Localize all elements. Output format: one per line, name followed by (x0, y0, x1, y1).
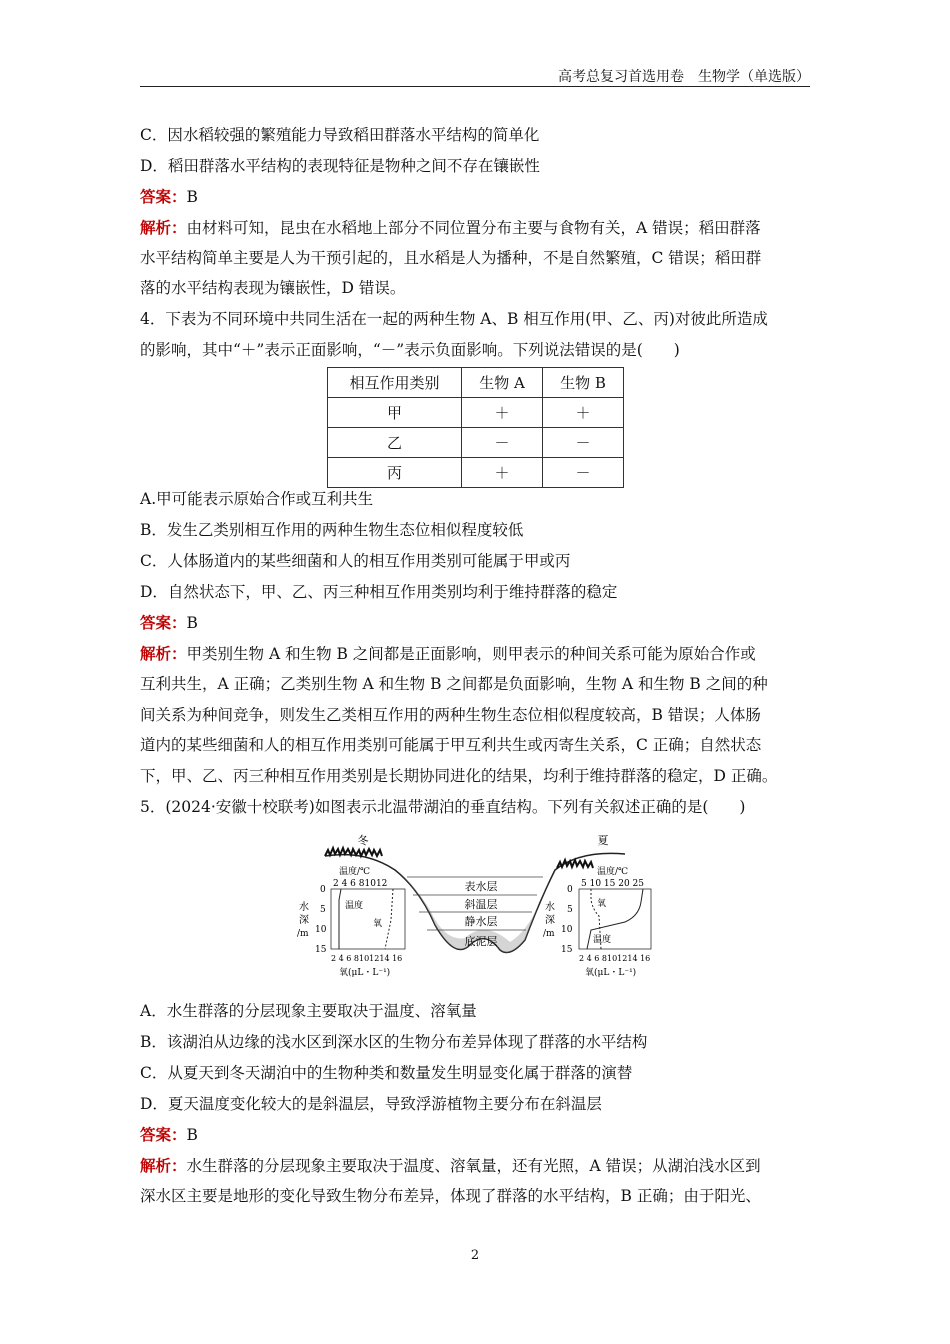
winter-oxygen-curve (385, 889, 393, 949)
analysis-label: 解析： (140, 1156, 187, 1175)
analysis-text: 由材料可知，昆虫在水稻地上部分不同位置分布主要与食物有关，A 错误；稻田群落 (186, 219, 761, 237)
q5-option-b: B．该湖泊从边缘的浅水区到深水区的生物分布差异体现了群落的水平结构 (140, 1033, 648, 1051)
q3-option-c: C．因水稻较强的繁殖能力导致稻田群落水平结构的简单化 (140, 126, 540, 144)
q4-option-b: B．发生乙类别相互作用的两种生物生态位相似程度较低 (140, 521, 524, 539)
depth-tick: 0 (320, 885, 326, 895)
temp-axis-label: 温度/℃ (597, 867, 629, 877)
q5-stem: 5．(2024·安徽十校联考)如图表示北温带湖泊的垂直结构。下列有关叙述正确的是( ) (140, 798, 746, 816)
q4-option-a: A.甲可能表示原始合作或互利共生 (140, 490, 374, 508)
table-cell: ＋ (543, 398, 624, 428)
depth-axis-label: /m (297, 929, 309, 939)
summer-inset-chart (543, 865, 651, 978)
table-header-cell: 生物 A (462, 368, 543, 398)
layer-label: 底泥层 (464, 935, 498, 948)
table-cell: － (543, 428, 624, 458)
depth-axis-label: /m (543, 929, 555, 939)
q5-analysis-line-2: 深水区主要是地形的变化导致生物分布差异，体现了群落的水平结构，B 正确；由于阳光、 (140, 1187, 761, 1205)
q4-analysis-line-1 (140, 643, 756, 665)
table-cell: 乙 (328, 428, 462, 458)
layer-label: 斜温层 (464, 898, 498, 911)
q4-option-d: D．自然状态下，甲、乙、丙三种相互作用类别均利于维持群落的稳定 (140, 583, 618, 601)
q4-stem-line-1: 4．下表为不同环境中共同生活在一起的两种生物 A、B 相互作用(甲、乙、丙)对彼此所造成 (140, 310, 768, 328)
temp-ticks: 2 4 6 81012 (333, 879, 388, 889)
table-header-cell: 生物 B (543, 368, 624, 398)
temp-axis-label: 温度/℃ (339, 867, 371, 877)
depth-tick: 5 (320, 905, 326, 915)
q3-analysis-line-1 (140, 217, 761, 239)
header-text: 高考总复习首选用卷 生物学（单选版） (558, 69, 810, 85)
analysis-label: 解析： (140, 218, 187, 237)
inset-frame (331, 889, 405, 949)
table-row (328, 428, 624, 458)
interaction-table (327, 367, 624, 488)
oxygen-ticks: 2 4 6 8101214 16 (579, 954, 651, 963)
shore-vegetation-right (557, 860, 593, 868)
q5-analysis-line-1 (140, 1155, 761, 1177)
table-cell: ＋ (462, 458, 543, 488)
table-cell: － (462, 428, 543, 458)
answer-label: 答案： (140, 1125, 187, 1144)
oxygen-axis-label: 氧(μL・L⁻¹) (339, 968, 391, 978)
depth-axis-label: 水 (545, 902, 555, 913)
winter-inset-chart (297, 865, 405, 978)
table-cell: ＋ (462, 398, 543, 428)
q4-analysis-line-2: 互利共生，A 正确；乙类别生物 A 和生物 B 之间都是负面影响，生物 A 和生物 B 之间的种 (140, 675, 768, 693)
q4-analysis-line-5: 下，甲、乙、丙三种相互作用类别是长期协同进化的结果，均利于维持群落的稳定，D 正确。 (140, 767, 778, 785)
depth-axis-label: 深 (299, 915, 309, 926)
q3-answer (140, 186, 198, 208)
q4-analysis-line-3: 间关系为种间竞争，则发生乙类相互作用的两种生物生态位相似程度较高，B 错误；人体肠 (140, 706, 761, 724)
depth-tick: 15 (315, 945, 327, 955)
temp-ticks: 5 10 15 20 25 (581, 879, 644, 889)
answer-value: B (186, 614, 198, 632)
depth-tick: 15 (561, 945, 573, 955)
depth-axis-label: 水 (299, 902, 309, 913)
table-cell: 丙 (328, 458, 462, 488)
depth-tick: 10 (561, 925, 573, 935)
summer-label: 夏 (597, 834, 609, 847)
oxygen-curve-label: 氧 (373, 919, 383, 929)
q4-stem-line-2: 的影响，其中“＋”表示正面影响，“－”表示负面影响。下列说法错误的是( ) (140, 341, 680, 359)
q5-answer (140, 1124, 198, 1146)
depth-tick: 0 (567, 885, 573, 895)
analysis-text: 水生群落的分层现象主要取决于温度、溶氧量，还有光照，A 错误；从湖泊浅水区到 (186, 1157, 761, 1175)
layer-label: 静水层 (464, 915, 498, 928)
analysis-label: 解析： (140, 644, 187, 663)
depth-tick: 10 (315, 925, 327, 935)
answer-label: 答案： (140, 187, 187, 206)
depth-axis-label: 深 (545, 915, 555, 926)
page-number: 2 (470, 1248, 480, 1263)
analysis-text: 甲类别生物 A 和生物 B 之间都是正面影响，则甲表示的种间关系可能为原始合作或 (186, 645, 756, 663)
temp-curve-label: 温度 (593, 935, 612, 945)
q4-option-c: C．人体肠道内的某些细菌和人的相互作用类别可能属于甲或丙 (140, 552, 571, 570)
q3-analysis-line-3: 落的水平结构表现为镶嵌性，D 错误。 (140, 279, 406, 297)
inset-frame (579, 889, 651, 949)
winter-temp-curve (339, 889, 341, 949)
q3-option-d: D．稻田群落水平结构的表现特征是物种之间不存在镶嵌性 (140, 157, 540, 175)
answer-value: B (186, 188, 198, 206)
answer-label: 答案： (140, 613, 187, 632)
table-header-row (328, 368, 624, 398)
q5-option-c: C．从夏天到冬天湖泊中的生物种类和数量发生明显变化属于群落的演替 (140, 1064, 633, 1082)
table-row (328, 458, 624, 488)
q5-option-d: D．夏天温度变化较大的是斜温层，导致浮游植物主要分布在斜温层 (140, 1095, 602, 1113)
table-row (328, 398, 624, 428)
q4-analysis-line-4: 道内的某些细菌和人的相互作用类别可能属于甲互利共生或丙寄生关系，C 正确；自然状态 (140, 736, 762, 754)
oxygen-curve-label: 氧 (597, 899, 607, 909)
layer-label: 表水层 (464, 880, 498, 893)
table-header-cell: 相互作用类别 (328, 368, 462, 398)
oxygen-ticks: 2 4 6 8101214 16 (331, 954, 403, 963)
oxygen-axis-label: 氧(μL・L⁻¹) (585, 968, 637, 978)
table-cell: － (543, 458, 624, 488)
depth-tick: 5 (567, 905, 573, 915)
q4-answer (140, 612, 198, 634)
lake-vertical-structure-figure (295, 830, 655, 980)
winter-label: 冬 (357, 834, 369, 847)
answer-value: B (186, 1126, 198, 1144)
q5-option-a: A．水生群落的分层现象主要取决于温度、溶氧量 (140, 1002, 477, 1020)
q3-analysis-line-2: 水平结构简单主要是人为干预引起的，且水稻是人为播种，不是自然繁殖，C 错误；稻田群 (140, 249, 762, 267)
page-header (140, 66, 810, 87)
temp-curve-label: 温度 (345, 901, 364, 911)
table-cell: 甲 (328, 398, 462, 428)
